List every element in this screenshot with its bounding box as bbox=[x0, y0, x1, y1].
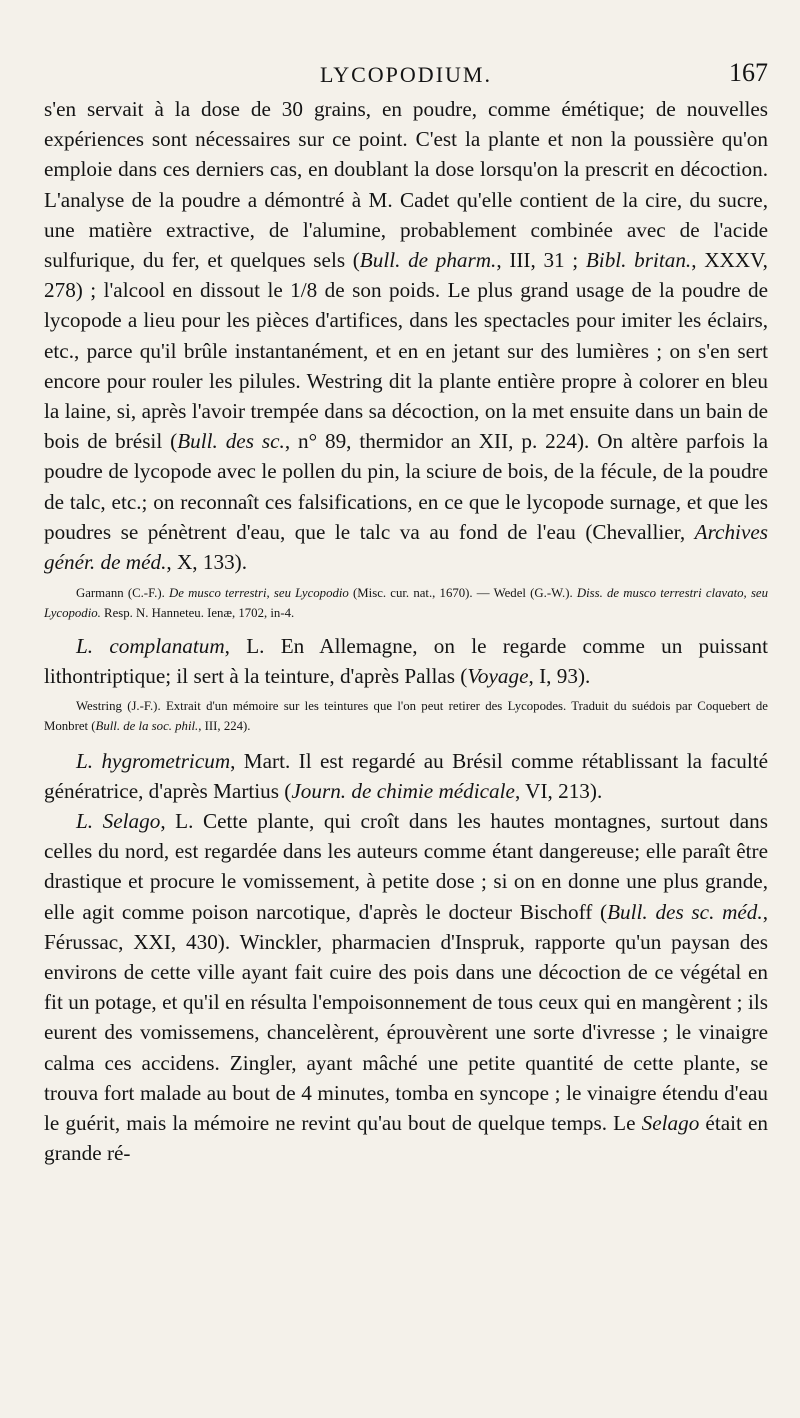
paragraph-powder-uses: s'en servait à la dose de 30 grains, en poudre, comme émétique; de nouvelles expériences sont nécessaires sur ce point. C'est la plante et non la poussière qu'on emploie dans ces derniers cas, en doublant la dose lorsqu'on la prescrit en décoction. L'analyse de la poudre a démontré à M. Cadet qu'elle contient de la cire, du sucre, une matière extractive, de l'alumine, probablement combinée avec de l'acide sulfurique, du fer, et quelques sels (Bull. de pharm., III, 31 ; Bibl. britan., XXXV, 278) ; l'alcool en dissout le 1/8 de son poids. Le plus grand usage de la poudre de lycopode a lieu pour les pièces d'artifices, dans les spectacles pour imiter les éclairs, etc., parce qu'il brûle instantanément, et en en jetant sur des lumières ; on s'en sert encore pour rouler les pilules. Westring dit la plante entière propre à colorer en bleu la laine, si, après l'avoir trempée dans sa décoction, on la met ensuite dans un bain de bois de brésil (Bull. des sc., n° 89, thermidor an XII, p. 224). On altère parfois la poudre de lycopode avec le pollen du pin, la sciure de bois, de la fécule, de la poudre de talc, etc.; on reconnaît ces falsifications, en ce que le lycopode surnage, et que les poudres se pénètrent d'eau, que le talc va au fond de l'eau (Chevallier, Archives génér. de méd., X, 133). bbox=[44, 97, 769, 575]
bibliography-note-westring: Westring (J.-F.). Extrait d'un mémoire sur les teintures que l'on peut retirer des Lycopodes. Traduit du suédois par Coquebert de Monbret (Bull. de la soc. phil., III, 224). bbox=[44, 698, 768, 733]
page-body bbox=[44, 94, 768, 1169]
paragraph-hygrometricum: L. hygrometricum, Mart. Il est regardé au Brésil comme rétablissant la faculté génératrice, d'après Martius (Journ. de chimie médicale, VI, 213). bbox=[44, 748, 769, 803]
page-number: 167 bbox=[729, 58, 768, 87]
page-header bbox=[44, 58, 768, 94]
bibliography-note-garmann: Garmann (C.-F.). De musco terrestri, seu Lycopodio (Misc. cur. nat., 1670). — Wedel (G.-W.). Diss. de musco terrestri clavato, seu Lycopodio. Resp. N. Hanneteu. Ienæ, 1702, in-4. bbox=[44, 586, 769, 621]
page bbox=[44, 58, 768, 1398]
paragraph-selago: L. Selago, L. Cette plante, qui croît dans les hautes montagnes, surtout dans celles du nord, est regardée dans les auteurs comme étant dangereuse; elle paraît être drastique et procure le vomissement, à petite dose ; si on en donne une plus grande, elle agit comme poison narcotique, d'après le docteur Bischoff (Bull. des sc. méd., Férussac, XXI, 430). Winckler, pharmacien d'Inspruk, rapporte qu'un paysan des environs de cette ville ayant fait cuire des pois dans une décoction de ce végétal en fit un potage, et qu'il en résulta l'empoisonnement de tous ceux qui en mangèrent ; ils eurent des vomissemens, chancelèrent, éprouvèrent une sorte d'ivresse ; le vinaigre calma ces accidens. Zingler, ayant mâché une petite quantité de cette plante, se trouva fort malade au bout de 4 minutes, tomba en syncope ; le vinaigre étendu d'eau le guérit, mais la mémoire ne revint qu'au bout de quelque temps. Le Selago était en grande ré- bbox=[44, 809, 769, 1166]
running-title: LYCOPODIUM. bbox=[320, 62, 492, 87]
paragraph-complanatum: L. complanatum, L. En Allemagne, on le regarde comme un puissant lithontriptique; il sert à la teinture, d'après Pallas (Voyage, I, 93). bbox=[44, 634, 768, 689]
